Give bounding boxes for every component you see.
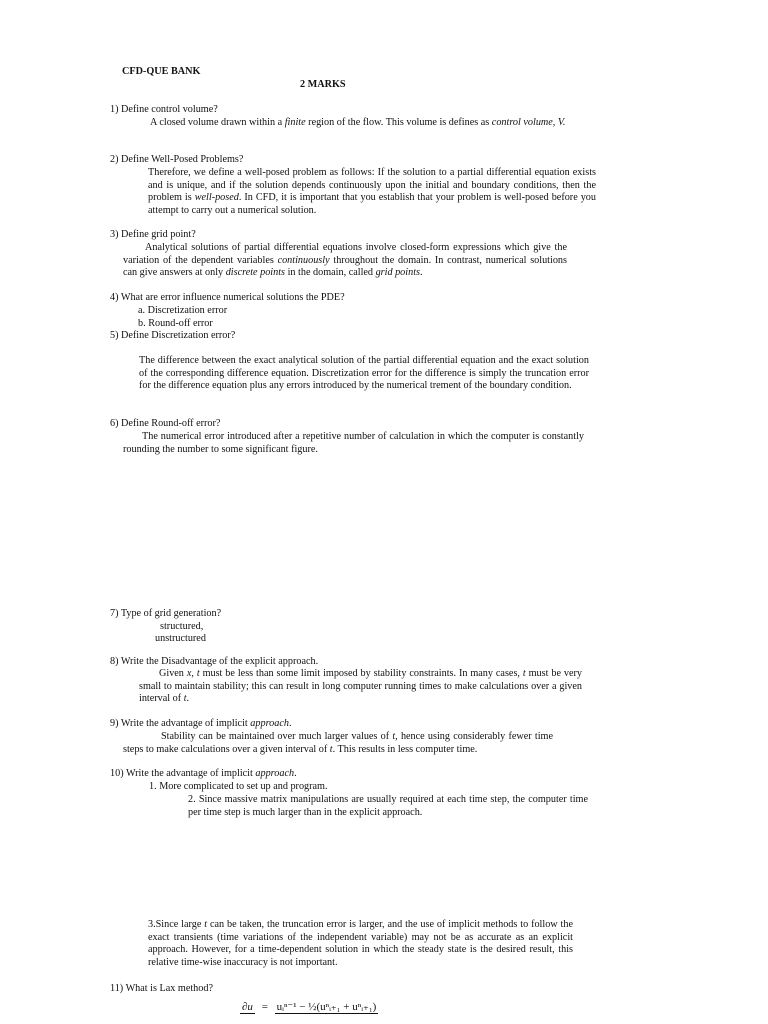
answer-1: A closed volume drawn within a finite region of the flow. This volume is defines as control volume, V. <box>150 117 566 128</box>
answer-5: The difference between the exact analytical solution of the partial differential equation and the exact solution of the corresponding difference equation. Discretization error for the difference is simply the truncation error for the difference equation plus any errors introduced by the numerical trement of the boundary condition. <box>139 355 589 392</box>
question-1: 1) Define control volume? <box>110 104 218 115</box>
list-item: b. Round-off error <box>138 318 213 329</box>
list-item: structured, <box>160 621 204 632</box>
answer-3: Analytical solutions of partial differential equations involve closed-form expressions which give the variation of the dependent variables continuously throughout the domain. In contrast, numerical solutions can give answers at only discrete points in the domain, called grid points. <box>123 242 567 279</box>
question-5: 5) Define Discretization error? <box>110 330 236 341</box>
list-item: 2. Since massive matrix manipulations are usually required at each time step, the computer time per time step is much larger than in the explicit approach. <box>188 794 588 818</box>
question-9: 9) Write the advantage of implicit approach. <box>110 718 292 729</box>
question-6: 6) Define Round-off error? <box>110 418 221 429</box>
question-2: 2) Define Well-Posed Problems? <box>110 154 244 165</box>
equation-rhs: uᵢⁿ⁻¹ − ½(uⁿᵢ₊₁ + uⁿᵢ₊₁) <box>276 1001 377 1013</box>
answer-2: Therefore, we define a well-posed problem as follows: If the solution to a partial differential equation exists and is unique, and if the solution depends continuously upon the initial and boundary conditions, then the problem is well-posed. In CFD, it is important that you establish that your problem is well-posed before you attempt to carry out a numerical solution. <box>148 167 596 216</box>
lax-equation <box>240 1001 378 1014</box>
question-7: 7) Type of grid generation? <box>110 608 222 619</box>
list-item: 1. More complicated to set up and program. <box>149 781 328 792</box>
question-10: 10) Write the advantage of implicit approach. <box>110 768 297 779</box>
list-item: a. Discretization error <box>138 305 228 316</box>
list-item: 3.Since large t can be taken, the truncation error is larger, and the use of implicit methods to follow the exact transients (time variations of the independent variable) may not be as accurate as an explicit approach. However, for a time-dependent solution in which the steady state is the desired result, this relative time-wise inaccuracy is not important. <box>148 919 573 968</box>
question-4: 4) What are error influence numerical solutions the PDE? <box>110 292 345 303</box>
answer-6: The numerical error introduced after a repetitive number of calculation in which the computer is constantly rounding the number to some significant figure. <box>123 431 584 455</box>
document-title: CFD-QUE BANK <box>122 66 201 77</box>
section-heading: 2 MARKS <box>300 79 346 90</box>
equation-lhs: ∂u <box>242 1001 253 1013</box>
equation-equals: = <box>261 1001 268 1013</box>
question-11: 11) What is Lax method? <box>110 983 213 994</box>
answer-8: Given x, t must be less than some limit imposed by stability constraints. In many cases, t must be very small to maintain stability; this can result in long computer running times to make calculations over a given interval of t. <box>139 668 582 705</box>
question-3: 3) Define grid point? <box>110 229 196 240</box>
answer-9: Stability can be maintained over much larger values of t, hence using considerably fewer time steps to make calculations over a given interval of t. This results in less computer time. <box>123 731 553 755</box>
question-8: 8) Write the Disadvantage of the explicit approach. <box>110 656 319 667</box>
list-item: unstructured <box>155 633 206 644</box>
